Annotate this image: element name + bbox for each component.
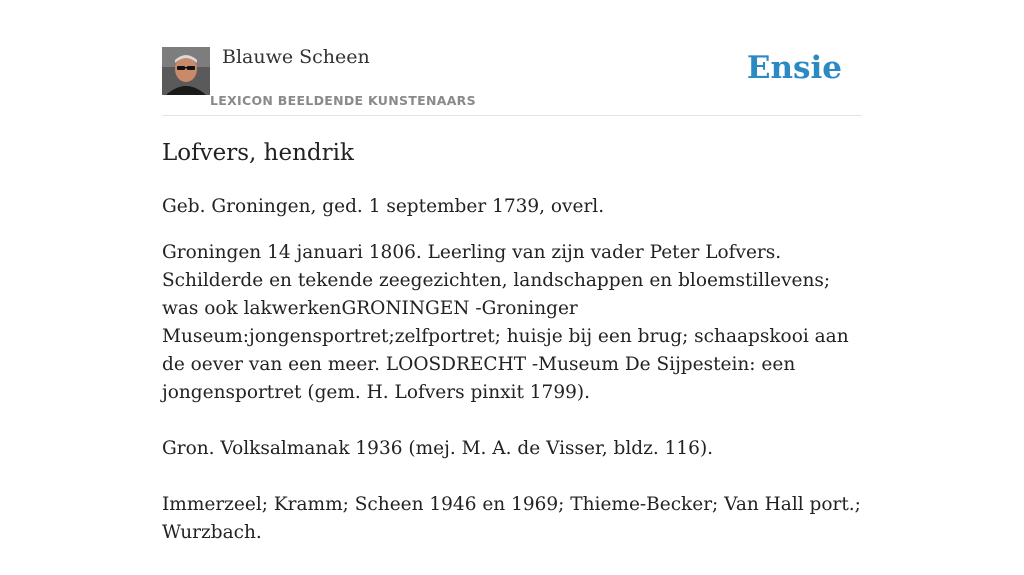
header-divider — [162, 115, 862, 116]
entry-lead: Geb. Groningen, ged. 1 september 1739, overl. — [162, 196, 605, 217]
entry-paragraph: Immerzeel; Kramm; Scheen 1946 en 1969; Thieme-Becker; Van Hall port.; Wurzbach. — [162, 494, 861, 543]
entry-paragraph: Gron. Volksalmanak 1936 (mej. M. A. de Visser, bldz. 116). — [162, 438, 714, 459]
author-avatar[interactable] — [162, 47, 210, 95]
author-name[interactable]: Blauwe Scheen — [222, 46, 370, 68]
category-label[interactable]: LEXICON BEELDENDE KUNSTENAARS — [210, 93, 476, 108]
entry-title: Lofvers, hendrik — [162, 140, 354, 166]
entry-paragraph: Groningen 14 januari 1806. Leerling van zijn vader Peter Lofvers. Schilderde en tekende zeegezichten, landschappen en bloemstillevens; was ook lakwerkenGRONINGEN -Groninger Museum:jongensportret;zelfportret; huisje bij een brug; schaapskooi aan de oever van een meer. LOOSDRECHT -Museum De Sijpestein: een jongensportret (gem. H. Lofvers pinxit 1799). — [162, 242, 849, 403]
user-photo-icon — [162, 47, 210, 95]
brand-logo[interactable]: Ensie — [746, 50, 842, 86]
entry-body — [162, 239, 862, 575]
